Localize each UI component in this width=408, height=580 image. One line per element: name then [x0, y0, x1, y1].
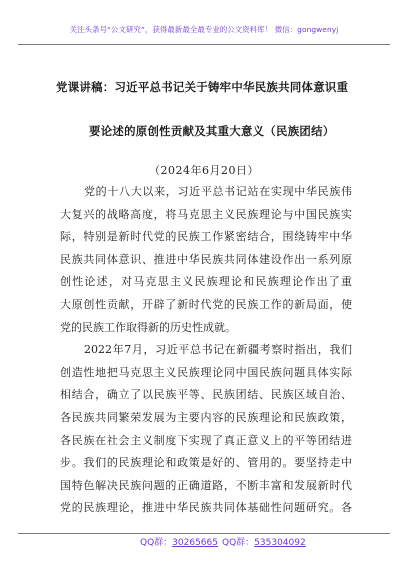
document-body: [60, 181, 352, 520]
body-line: 相结合，确立了以民族平等、民族团结、民族区域自治、: [60, 388, 352, 402]
qq-group-label: QQ群：: [222, 538, 255, 548]
document-date: （2024年6月20日）: [149, 164, 259, 177]
body-line: 创性论述，对马克思主义民族理论和民族理论作出了重: [60, 275, 352, 289]
document-title-line-1: 党课讲稿：习近平总书记关于铸牢中华民族共同体意识重: [56, 80, 349, 94]
body-line: 党的十八大以来，习近平总书记站在实现中华民族伟: [84, 185, 352, 198]
body-line: 大复兴的战略高度，将马克思主义民族理论与中国民族实: [60, 207, 352, 221]
header-divider: [18, 44, 390, 45]
document-title-line-2: 要论述的原创性贡献及其重大意义（民族团结）: [89, 124, 335, 138]
body-line: 各民族在社会主义制度下实现了真正意义上的平等团结进: [60, 433, 352, 447]
body-line: 步。我们的民族理论和政策是好的、管用的。要坚持走中: [60, 456, 352, 470]
body-line: 各民族共同繁荣发展为主要内容的民族理论和民族政策，: [60, 410, 352, 424]
body-line: 大原创性贡献，开辟了新时代党的民族工作的新局面，使: [60, 297, 352, 311]
body-line: 际，特别是新时代党的民族工作紧密结合，围绕铸牢中华: [60, 230, 352, 244]
qq-group-number[interactable]: 535304092: [254, 538, 306, 548]
body-line: 党的民族工作取得新的历史性成就。: [60, 320, 236, 334]
body-line: 民族共同体意识、推进中华民族共同体建设作出一系列原: [60, 252, 352, 266]
footer-divider: [18, 533, 390, 534]
body-line: 创造性地把马克思主义民族理论同中国民族问题具体实际: [60, 365, 352, 379]
header-banner[interactable]: 关注头条号“公文研究”，获得最新最全最专业的公文资料库！ 微信：gongwenyj: [69, 25, 339, 34]
body-line: 党的民族理论，推进中华民族共同体基础性问题研究。各: [60, 501, 352, 515]
body-line: 国特色解决民族问题的正确道路，不断丰富和发展新时代: [60, 478, 352, 492]
footer-qq-group-2[interactable]: [222, 535, 306, 548]
qq-group-label: QQ群：: [140, 538, 173, 548]
body-line: 2022年7月，习近平总书记在新疆考察时指出，我们: [84, 343, 352, 357]
footer-qq-group-1[interactable]: [140, 535, 218, 548]
qq-group-number[interactable]: 30265665: [172, 538, 218, 548]
